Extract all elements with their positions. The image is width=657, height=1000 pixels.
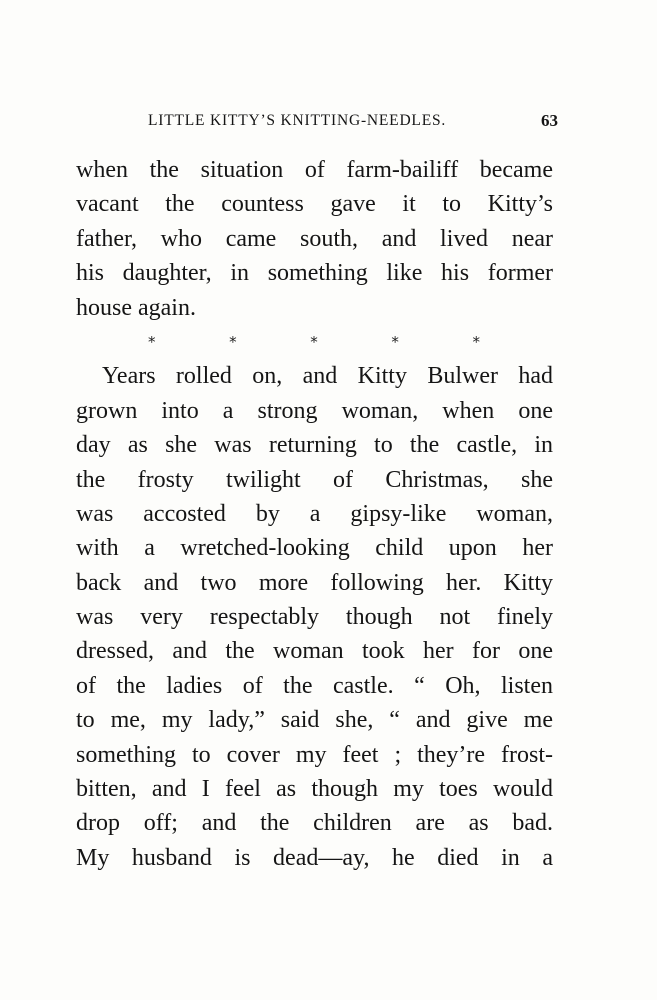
text-line: the frosty twilight of Christmas, she bbox=[76, 466, 553, 493]
running-title: LITTLE KITTY’S KNITTING-NEEDLES. bbox=[148, 112, 447, 129]
text-line: father, who came south, and lived near bbox=[76, 225, 553, 252]
body-text bbox=[76, 153, 553, 875]
text-line: day as she was returning to the castle, in bbox=[76, 432, 553, 459]
text-line: house again. bbox=[76, 294, 196, 321]
paragraph bbox=[76, 359, 553, 875]
asterisk: * bbox=[472, 333, 480, 352]
asterisk: * bbox=[229, 333, 237, 352]
asterisk: * bbox=[310, 333, 318, 352]
text-line: bitten, and I feel as though my toes would bbox=[76, 776, 553, 803]
asterisk: * bbox=[391, 333, 399, 352]
text-line: drop off; and the children are as bad. bbox=[76, 810, 553, 837]
text-line: of the ladies of the castle. “ Oh, listen bbox=[76, 672, 553, 699]
text-line: something to cover my feet ; they’re frost- bbox=[76, 741, 553, 768]
running-header bbox=[148, 112, 558, 136]
text-line: was accosted by a gipsy-like woman, bbox=[76, 500, 553, 527]
text-line: back and two more following her. Kitty bbox=[76, 569, 553, 596]
asterisk: * bbox=[148, 333, 156, 352]
text-line: when the situation of farm-bailiff became bbox=[76, 157, 553, 183]
text-line: grown into a strong woman, when one bbox=[76, 397, 553, 424]
text-line: was very respectably though not finely bbox=[76, 604, 553, 631]
text-line: his daughter, in something like his former bbox=[76, 260, 553, 287]
text-line: Years rolled on, and Kitty Bulwer had bbox=[102, 363, 553, 390]
text-line: vacant the countess gave it to Kitty’s bbox=[76, 191, 553, 218]
page-number: 63 bbox=[541, 111, 558, 130]
text-line: My husband is dead—ay, he died in a bbox=[76, 844, 553, 871]
text-line: with a wretched-looking child upon her bbox=[76, 535, 553, 562]
text-line: dressed, and the woman took her for one bbox=[76, 638, 553, 665]
paragraph bbox=[76, 153, 553, 325]
text-line: to me, my lady,” said she, “ and give me bbox=[76, 707, 553, 734]
section-separator bbox=[76, 325, 553, 359]
